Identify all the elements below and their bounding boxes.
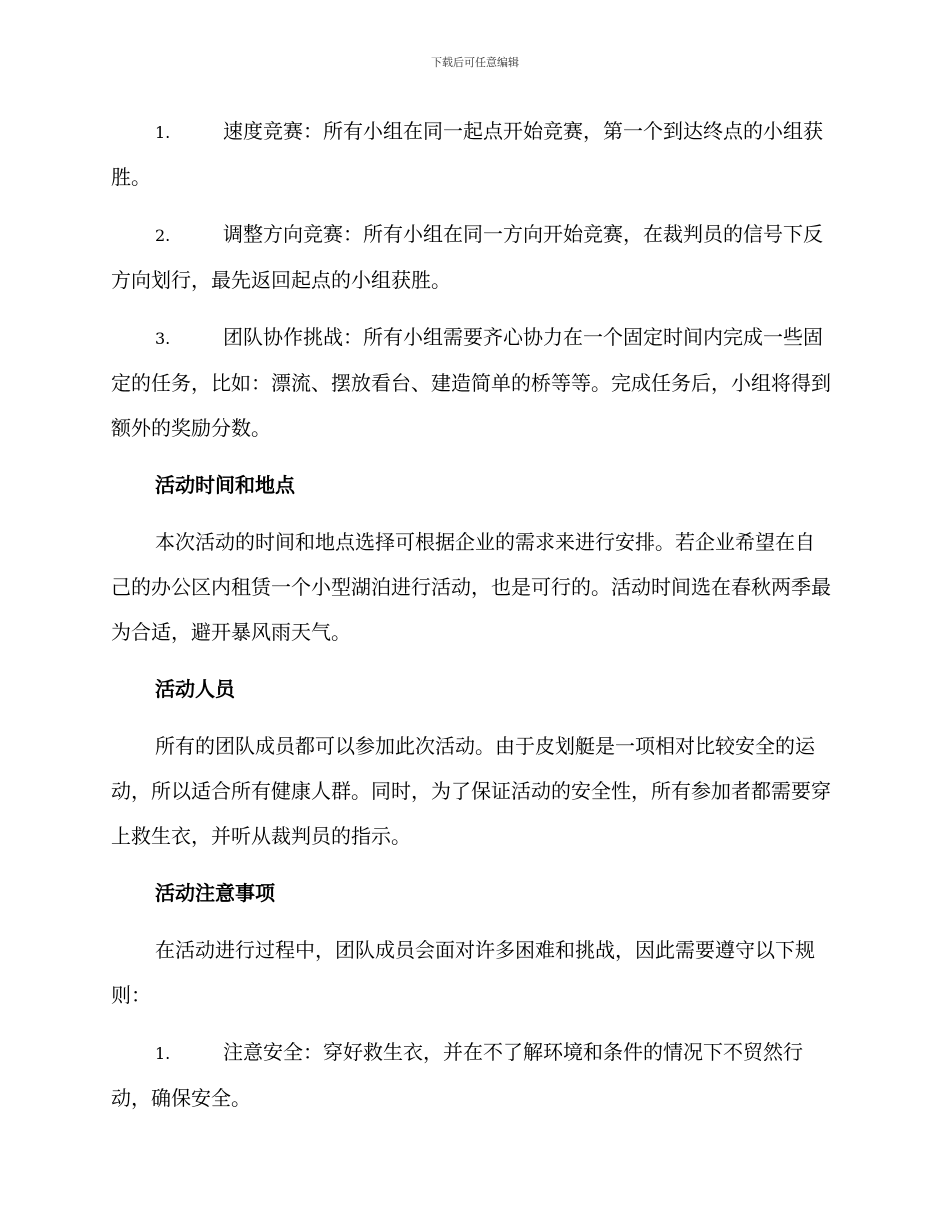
section-heading-people: 活动人员 [155, 677, 235, 701]
list-text: 团队协作挑战：所有小组需要齐心协力在一个固定时间内完成一些固定的任务，比如：漂流、摆放看台、建造简单的桥等等。完成任务后，小组将得到额外的奖励分数。 [111, 325, 831, 440]
document-body [111, 109, 833, 1133]
section-heading-notes: 活动注意事项 [155, 881, 275, 905]
list-item-2 [111, 212, 833, 303]
list-number: 1. [155, 123, 171, 142]
list-text: 注意安全：穿好救生衣，并在不了解环境和条件的情况下不贸然行动，确保安全。 [111, 1040, 803, 1110]
section-body-notes: 在活动进行过程中，团队成员会面对许多困难和挑战，因此需要遵守以下规则： [111, 938, 815, 1007]
section-body-people: 所有的团队成员都可以参加此次活动。由于皮划艇是一项相对比较安全的运动，所以适合所有健康人群。同时，为了保证活动的安全性，所有参加者都需要穿上救生衣，并听从裁判员的指示。 [111, 734, 831, 848]
rule-item-1 [111, 1030, 833, 1121]
list-text: 调整方向竞赛：所有小组在同一方向开始竞赛，在裁判员的信号下反方向划行，最先返回起点的小组获胜。 [111, 222, 823, 292]
section-body-time: 本次活动的时间和地点选择可根据企业的需求来进行安排。若企业希望在自己的办公区内租赁一个小型湖泊进行活动，也是可行的。活动时间选在春秋两季最为合适，避开暴风雨天气。 [111, 530, 831, 644]
list-item-1 [111, 109, 833, 200]
list-item-3 [111, 315, 833, 451]
list-number: 3. [155, 329, 171, 348]
list-number: 2. [155, 226, 171, 245]
list-number: 1. [155, 1044, 171, 1063]
section-heading-time: 活动时间和地点 [155, 473, 295, 497]
page-header: 下载后可任意编辑 [431, 56, 519, 69]
list-text: 速度竞赛：所有小组在同一起点开始竞赛，第一个到达终点的小组获胜。 [111, 119, 823, 189]
